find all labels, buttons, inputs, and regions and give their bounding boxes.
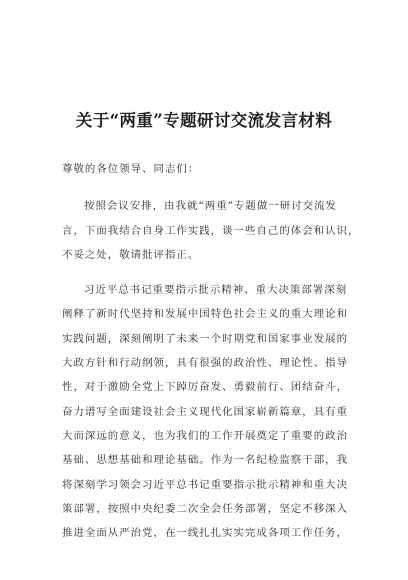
paragraph-line: 推进全面从严治党，在一线扎扎实实完成各项工作任务， [62,527,349,540]
paragraph-line: 不妥之处，敬请批评指正。 [62,248,200,261]
paragraph-line: 言，下面我结合自身工作实践，谈一些自己的体会和认识， [62,224,360,237]
paragraph-line: 大而深远的意义，也为我们的工作开展奠定了重要的政治 [62,429,349,442]
paragraph-1 [62,194,360,267]
document-title: 关于“两重”专题研讨交流发言材料 [75,111,333,130]
paragraph-line: 按照会议安排，由我就“两重”专题做一研讨交流发 [84,200,337,213]
paragraph-line: 奋力谱写全面建设社会主义现代化国家崭新篇章，具有重 [62,405,349,418]
paragraph-line: 实践问题，深刻阐明了未来一个时期党和国家事业发展的 [62,332,349,345]
paragraph-line: 基础、思想基础和理论基础。作为一名纪检监察干部，我 [62,454,349,467]
paragraph-line: 将深刻学习领会习近平总书记重要指示批示精神和重大决 [62,478,349,491]
salutation: 尊敬的各位领导、同志们： [62,163,200,175]
paragraph-2 [62,278,352,545]
paragraph-line: 性，对于激励全党上下踔厉奋发、勇毅前行、团结奋斗， [62,381,349,394]
document-body [62,157,360,545]
paragraph-line: 策部署，按照中央纪委二次全会任务部署，坚定不移深入 [62,502,349,515]
paragraph-line: 习近平总书记重要指示批示精神、重大决策部署深刻 [84,284,348,297]
paragraph-line: 大政方针和行动纲领，具有很强的政治性、理论性、指导 [62,357,349,370]
paragraph-line: 阐释了新时代坚持和发展中国特色社会主义的重大理论和 [62,308,349,321]
